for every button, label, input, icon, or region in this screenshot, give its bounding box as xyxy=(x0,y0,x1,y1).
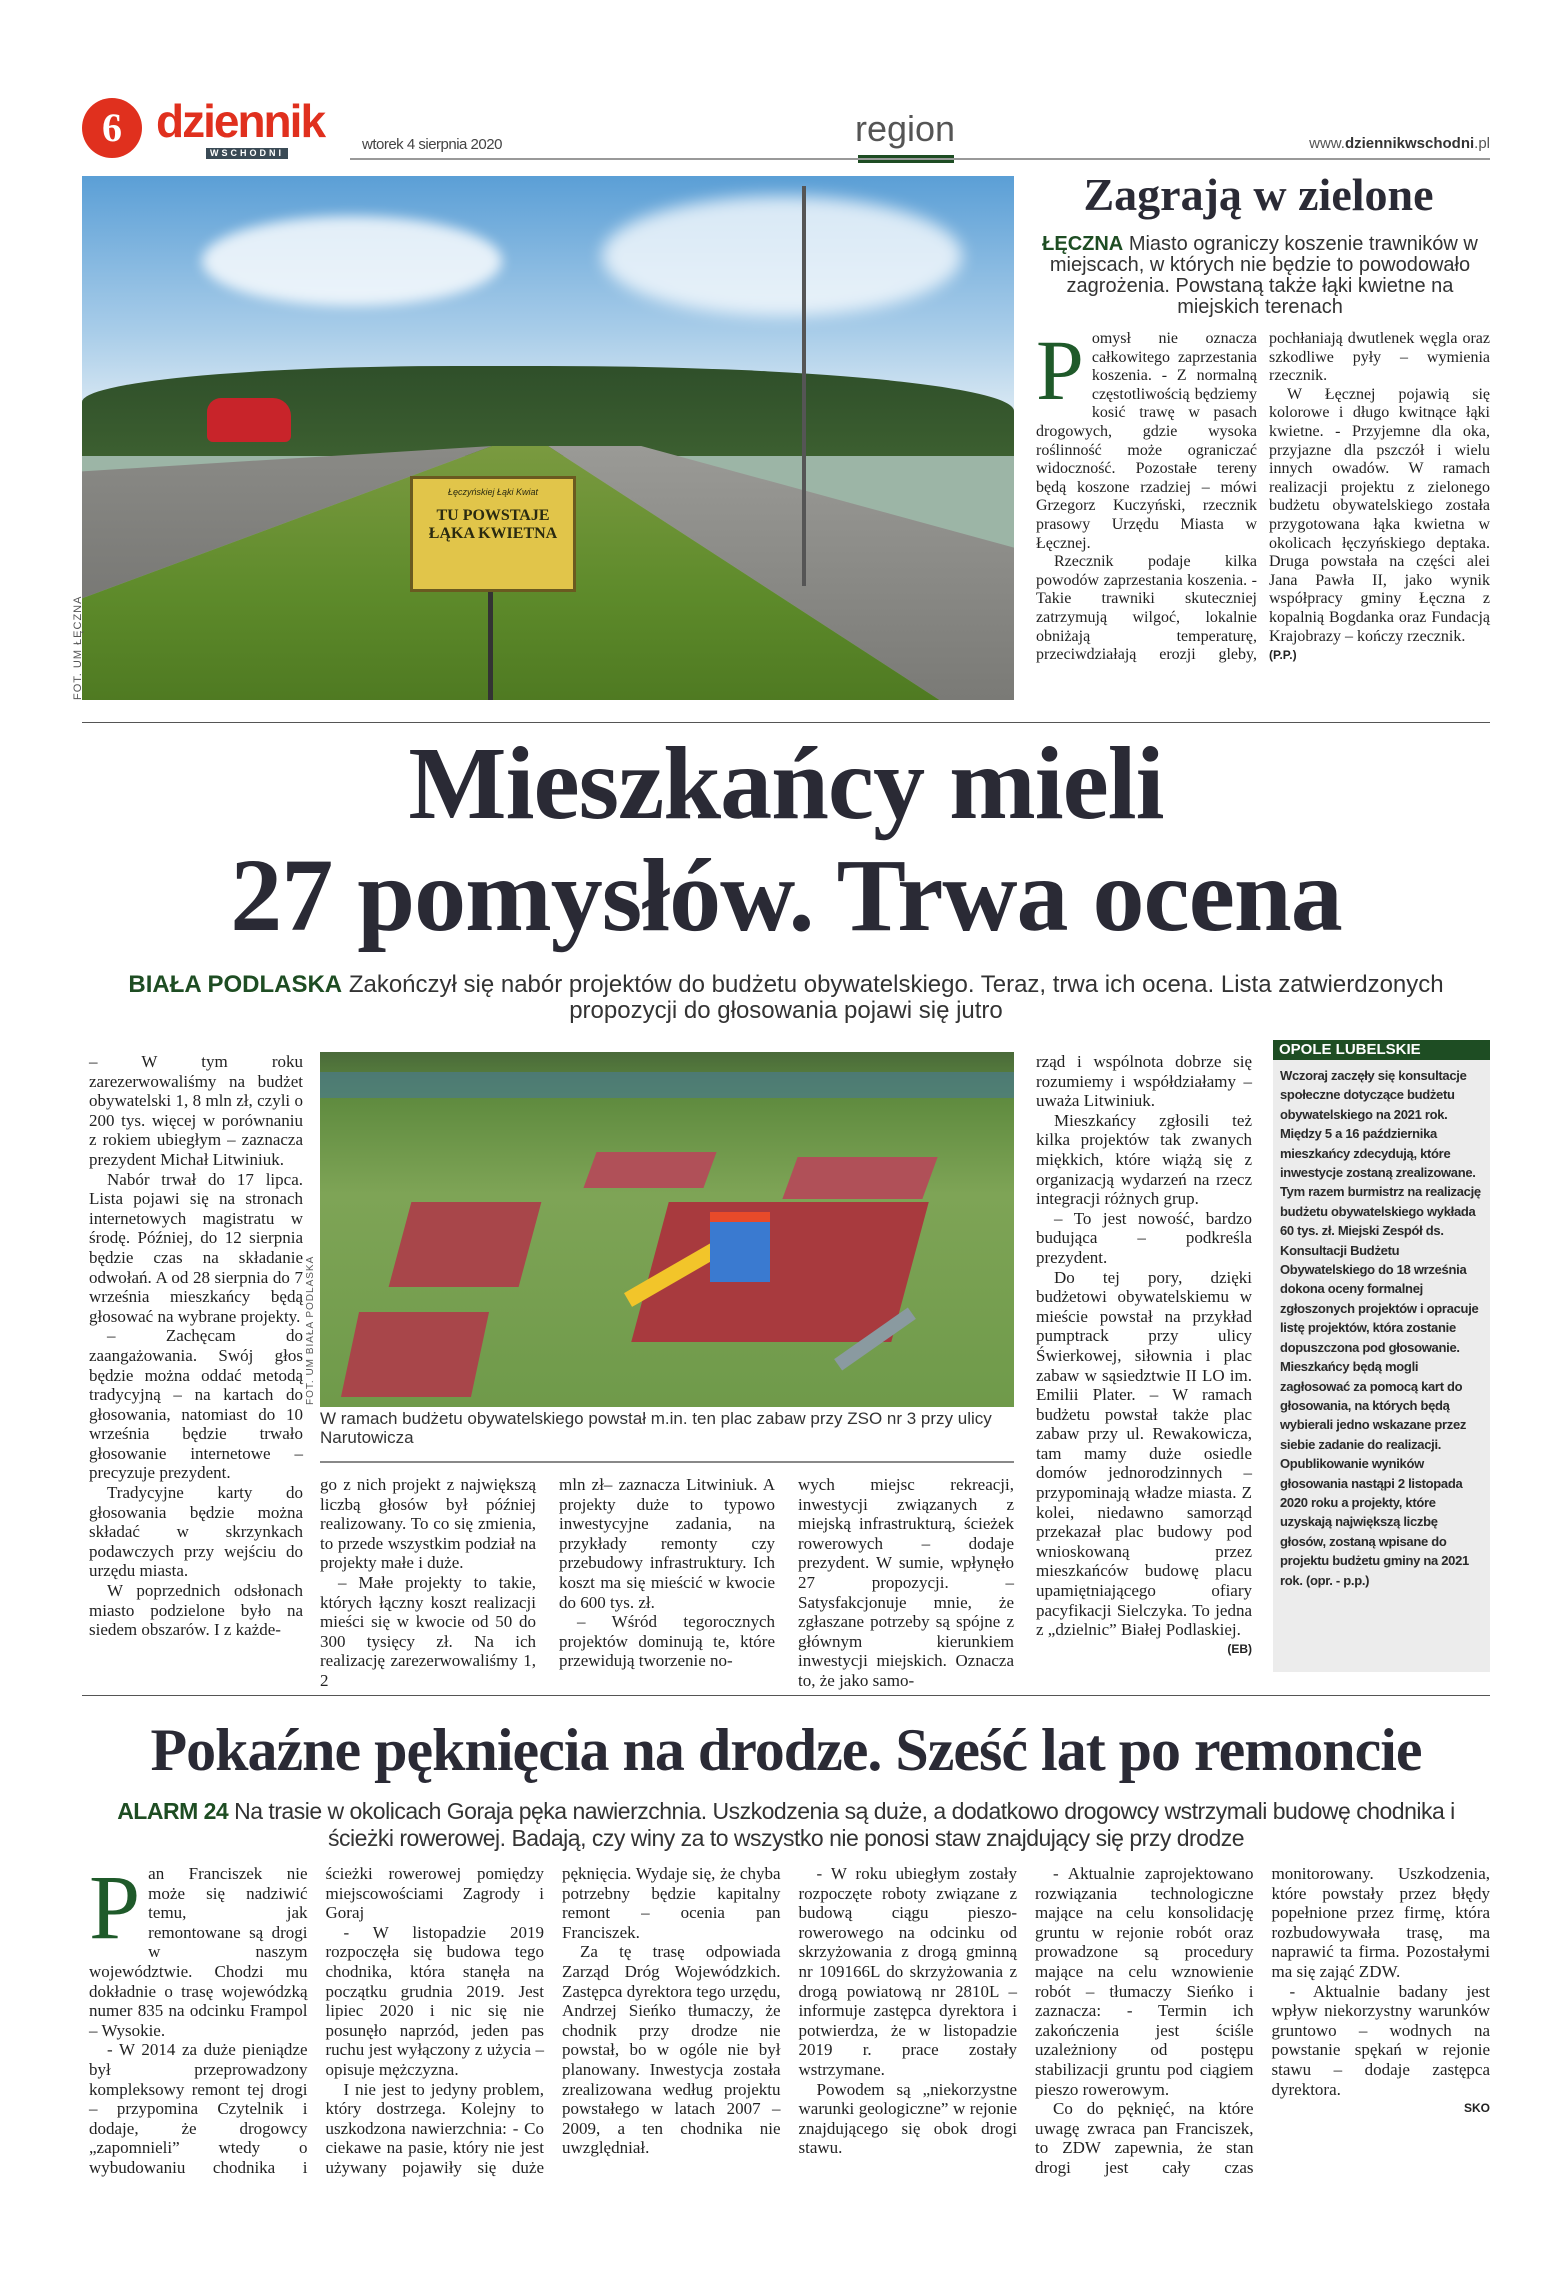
paragraph: – W tym roku zarezerwowaliśmy na budżet obywatelski 1, 8 mln zł, czyli o 200 tys. więcej w porównaniu z rokiem ubiegłym – zaznacza prezydent Michał Litwiniuk. xyxy=(89,1052,303,1169)
author-signature: (EB) xyxy=(1227,1641,1252,1656)
paragraph-text: omysł nie oznacza całkowitego zaprzestania koszenia. - Z normalną częstotliwością będziemy kosić trawę w pasach drogowych, gdzie wysoka roślinność może ograniczać widoczność. Pozostałe tereny będą koszone rzadziej – mówi Grzegorz Kuczyński, rzecznik prasowy Urzędu Miasta w Łęcznej. xyxy=(1036,330,1257,552)
logo xyxy=(156,96,346,162)
website-link[interactable] xyxy=(1309,135,1490,152)
url-domain: dziennikwschodni xyxy=(1344,135,1475,152)
main-column-3 xyxy=(559,1475,775,1675)
paragraph: rząd i wspólnota dobrze się rozumiemy i współdziałamy – uważa Litwiniuk. xyxy=(1036,1052,1252,1111)
location-kicker: BIAŁA PODLASKA xyxy=(128,971,343,998)
playground-photo xyxy=(320,1052,1014,1407)
paragraph: – Zachęcam do zaangażowania. Swój głos będzie można oddać metodą tradycyjną – na kartach do głosowania, natomiast do 10 września będzie trwało głosowanie internetowe – precyzuje prezydent. xyxy=(89,1326,303,1483)
paragraph: W poprzednich odsłonach miasto podzielone było na siedem obszarów. I z każde- xyxy=(89,1581,303,1640)
caption-rule xyxy=(320,1461,1014,1463)
article-lead xyxy=(1040,234,1480,318)
logo-wordmark: dziennik xyxy=(156,95,325,147)
paragraph: wych miejsc rekreacji, inwestycji związanych z miejską infrastrukturą, ścieżek rowerowych – dodaje prezydent. W sumie, wpłynęło 27 propozycji. – Satysfakcjonuje mnie, że zgłaszane potrzeby są spójne z głównym kierunkiem inwestycji miejskich. Oznacza to, że jako samo- xyxy=(798,1475,1014,1690)
paragraph: go z nich projekt z największą liczbą głosów był później realizowany. To co się zmienia, to przede wszystkim podział na projekty małe i duże. xyxy=(320,1475,536,1573)
bottom-article-body xyxy=(89,1856,1490,2264)
paragraph: – Małe projekty to takie, których łączny koszt realizacji mieści się w kwocie od 50 do 300 tysięcy zł. Na ich realizację zarezerwowaliśmy 1, 2 xyxy=(320,1572,536,1690)
main-column-2 xyxy=(320,1475,536,1690)
paragraph: Do tej pory, dzięki budżetowi obywatelskiemu w mieście powstał na przykład pumptrack przy ulicy Świerkowej, siłownia i plac zabaw w sąsiedztwie II LO im. Emilii Plater. – W ramach budżetu powstał także plac zabaw przy ul. Rewakowicza, tam mamy duże osiedle domów jednorodzinnych –przypominają władze miasta. Z kolei, niedawno samorząd przekazał plac budowy pod wnioskowaną przez mieszkańców budowę placu upamiętniającego ofiary pacyfikacji Sielczyka. To jedna z „dzielnic” Białej Podlaskiej. xyxy=(1036,1267,1252,1640)
paragraph: Nabór trwał do 17 lipca. Lista pojawi się na stronach internetowych magistratu w środę. Później, do 12 sierpnia będzie czas na składanie odwołań. A od 28 sierpnia do 7 września mieszkańcy będą głosować na wybrane projekty. xyxy=(89,1169,303,1326)
main-lead xyxy=(82,972,1490,1024)
paragraph: Wczoraj zaczęły się konsultacje społeczne dotyczące budżetu obywatelskiego na 2021 rok. Między 5 a 16 października mieszkańcy zdecydują, które inwestycje zostaną zrealizowane. xyxy=(1280,1068,1476,1181)
paragraph: – Wśród tegorocznych projektów dominują te, które przewidują tworzenie no- xyxy=(559,1612,775,1671)
main-column-1 xyxy=(89,1052,303,1672)
play-tower xyxy=(710,1212,770,1282)
sign-post xyxy=(488,592,493,700)
sign-small-text: Łęczyńskiej Łąki Kwiat xyxy=(447,487,539,497)
main-column-4 xyxy=(798,1475,1014,1690)
cloud xyxy=(202,216,502,306)
paragraph: I nie jest to jedyny problem, który dostrzega. Kolejny to uszkodzona nawierzchnia: - Co ciekawe na pasie, który nie jest używany pojawiły się duże pęknięcia. Wydaje się, że chyba potrzebny będzie kapitalny remont – ocenia pan Franciszek. xyxy=(325,1864,781,2177)
paragraph: – To jest nowość, bardzo budująca – podkreśla prezydent. xyxy=(1036,1208,1252,1267)
photo-credit: FOT. UM ŁĘCZNA xyxy=(72,595,84,700)
paragraph: Tym razem burmistrz na realizację budżetu obywatelskiego wykłada 60 tys. zł. Miejski Zespół ds. Konsultacji Budżetu Obywatelskiego do 18 września dokona oceny formalnej zgłoszonych projektów i opracuje listę projektów, która zostanie dopuszczona pod głosowanie. Mieszkańcy będą mogli zagłosować za pomocą kart do głosowania, na których będą wybierali jedno wskazane przez siebie zadanie do realizacji. Opublikowanie wyników głosowania nastąpi 2 listopada 2020 roku a projekty, które uzyskają największą liczbę głosów, zostaną wpisane do projektu budżetu gminy na 2021 rok. (opr. - p.p.) xyxy=(1280,1184,1481,1588)
red-car xyxy=(207,398,291,442)
location-kicker: ALARM 24 xyxy=(117,1798,229,1824)
author-signature: SKO xyxy=(1463,2101,1490,2116)
section-divider xyxy=(82,722,1490,723)
paragraph: - W 2014 za duże pieniądze był przeprowadzony kompleksowy remont tej drogi – przypomina Czytelnik i dodaje, że drogowcy „zapomnieli” wtedy o wybudowaniu chodnika i ścieżki rowerowej pomiędzy miejscowościami Zagrody i Goraj xyxy=(89,1864,544,2177)
logo-subtitle: WSCHODNI xyxy=(206,148,288,159)
section-title: region xyxy=(854,108,956,149)
lead-text: Miasto ograniczy koszenie trawników w miejscach, w których nie będzie to powodowało zagrożenia. Powstaną także łąki kwietne na miejskich terenach xyxy=(1049,233,1478,318)
lead-text: Na trasie w okolicach Goraja pęka nawierzchnia. Uszkodzenia są duże, a dodatkowo drogowcy wstrzymali budowę chodnika i ścieżki rowerowej. Badają, czy winy za to wszystko nie ponosi staw znajdujący się przy drodze xyxy=(234,1798,1455,1851)
paragraph: Mieszkańcy zgłosili też kilka projektów tak zwanych miękkich, które wiążą się z organizacją wydarzeń na rzecz integracji różnych grup. xyxy=(1036,1110,1252,1209)
photo-caption: W ramach budżetu obywatelskiego powstał m.in. ten plac zabaw przy ZSO nr 3 przy ulicy Narutowicza xyxy=(320,1409,992,1447)
author-signature: (P.P.) xyxy=(1269,648,1297,663)
headline-line-1: Mieszkańcy mieli xyxy=(408,726,1164,841)
meadow-sign xyxy=(410,476,576,592)
paragraph: Co do pęknięć, na które uwagę zwraca pan Franciszek, to ZDW zapewnia, że stan drogi jest cały czas monitorowany. Uszkodzenia, które powstały przez błędy popełnione przez firmę, która rozbudowywała trasę, ma naprawić ta firma. Pozostałymi ma się zająć ZDW. xyxy=(1035,1864,1490,2177)
sign-main-text: TU POWSTAJE ŁĄKA KWIETNA xyxy=(428,507,558,542)
cloud xyxy=(602,196,962,316)
lead-text: Zakończył się nabór projektów do budżetu obywatelskiego. Teraz, trwa ich ocena. Lista zatwierdzonych propozycji do głosowania pojawi się jutro xyxy=(348,971,1444,1024)
section-divider xyxy=(82,1695,1490,1696)
url-prefix: www. xyxy=(1309,135,1345,152)
sidebar-opole xyxy=(1273,1040,1490,1672)
paragraph xyxy=(1036,322,1257,553)
drop-cap: P xyxy=(1036,322,1084,418)
paragraph: mln zł– zaznacza Litwiniuk. A projekty duże to typowo inwestycyjne zadania, na przykłady remonty czy przebudowy infrastruktury. Ich koszt ma się mieścić w kwocie do 600 tys. zł. xyxy=(559,1475,775,1612)
url-suffix: .pl xyxy=(1474,135,1490,152)
paragraph: - W roku ubiegłym zostały rozpoczęte roboty związane z budową ciągu pieszo-rowerowego na odcinku od skrzyżowania z drogą gminną nr 109166L do skrzyżowania z drogą powiatową nr 2810L – informuje zastępca dyrektora i potwierdza, że w listopadzie 2019 r. prace zostały wstrzymane. xyxy=(798,1864,1017,2079)
page-number-badge: 6 xyxy=(82,98,142,158)
paragraph: - Aktualnie badany jest wpływ niekorzystny warunków gruntowo – wodnych na powstanie spękań w rejonie stawu – dodaje zastępca dyrektora. xyxy=(1271,1981,1490,2099)
drop-cap: P xyxy=(89,1856,141,1958)
main-headline xyxy=(82,728,1490,952)
paragraph: - Aktualnie zaprojektowano rozwiązania technologiczne mające na celu konsolidację gruntu w rejonie robót oraz prowadzone są procedury mające na celu wznowienie robót – tłumaczy Sieńko i zaznacza: - Termin ich zakończenia jest ściśle uzależniony od postępu stabilizacji gruntu pod ciągiem pieszo rowerowym. xyxy=(1035,1864,1254,2099)
issue-date: wtorek 4 sierpnia 2020 xyxy=(362,136,502,153)
fence xyxy=(320,1072,1014,1098)
bottom-headline: Pokaźne pęknięcia na drodze. Sześć lat po remoncie xyxy=(150,1717,1422,1783)
paragraph: Tradycyjne karty do głosowania będzie można składać w skrzynkach podawczych przy wejściu do urzędu miasta. xyxy=(89,1483,303,1581)
safety-surface xyxy=(341,1312,489,1397)
meadow-road-photo xyxy=(82,176,1014,700)
header-rule xyxy=(350,158,1490,160)
article-body xyxy=(1036,322,1490,716)
safety-surface xyxy=(583,1152,716,1188)
sidebar-body xyxy=(1273,1060,1490,1596)
location-kicker: ŁĘCZNA xyxy=(1042,233,1124,255)
paragraph: Rzecznik podaje kilka powodów zaprzestania koszenia. - Takie trawniki skuteczniej zatrzymują wilgoć, lokalnie obniżają temperaturę, przeciwdziałają erozji gleby, pochłaniają dwutlenek węgla oraz szkodliwe pyły – wymienia rzecznik. xyxy=(1036,330,1490,664)
main-column-5 xyxy=(1036,1052,1252,1672)
sidebar-heading: OPOLE LUBELSKIE xyxy=(1273,1040,1490,1060)
article-title: Zagrają w zielone xyxy=(1083,169,1434,220)
paragraph: Powodem są „niekorzystne warunki geologiczne” w rejonie znajdującego się obok drogi stawu. xyxy=(798,2079,1017,2158)
paragraph xyxy=(89,1856,308,2040)
bottom-lead xyxy=(100,1798,1472,1852)
paragraph-text: an Franciszek nie może się nadziwić temu, jak remontowane są drogi w naszym województwie. Chodzi mu dokładnie o trasę wojewódzką numer 835 na odcinku Frampol – Wysokie. xyxy=(89,1864,308,2040)
paragraph: Za tę trasę odpowiada Zarząd Dróg Wojewódzkich. Zastępca dyrektora tego urzędu, Andrzej Sieńko tłumaczy, że chodnik przy drodze nie powstał, bo w ogóle nie był planowany. Inwestycja została zrealizowana według projektu powstałego w latach 2007 – 2009, a ten chodnika nie uwzględniał. xyxy=(562,1942,781,2158)
photo-credit: FOT. UM BIAŁA PODLASKA xyxy=(305,1255,316,1405)
paragraph: - W listopadzie 2019 rozpoczęła się budowa tego chodnika, która stanęła na początku grudnia 2019. Jest lipiec 2020 i nic się nie posunęło naprzód, jeden pas ruchu jest wyłączony z użycia – opisuje mężczyzna. xyxy=(325,1922,544,2079)
paragraph: W Łęcznej pojawią się kolorowe i długo kwitnące łąki kwietne. - Przyjemne dla oka, przyjazne dla pszczół i wielu innych owadów. W ramach realizacji projektu z zielonego budżetu obywatelskiego została przygotowana łąka kwietna w okolicach łęczyńskiego deptaka. Druga powstała na części alei Jana Pawła II, jako wynik współpracy gminy Łęczna z kopalnią Bogdanka oraz Fundacją Krajobrazy – kończy rzecznik. xyxy=(1269,385,1490,645)
safety-surface xyxy=(782,1157,937,1199)
street-lamp xyxy=(802,186,806,586)
headline-line-2: 27 pomysłów. Trwa ocena xyxy=(230,838,1342,953)
safety-surface xyxy=(389,1202,542,1287)
